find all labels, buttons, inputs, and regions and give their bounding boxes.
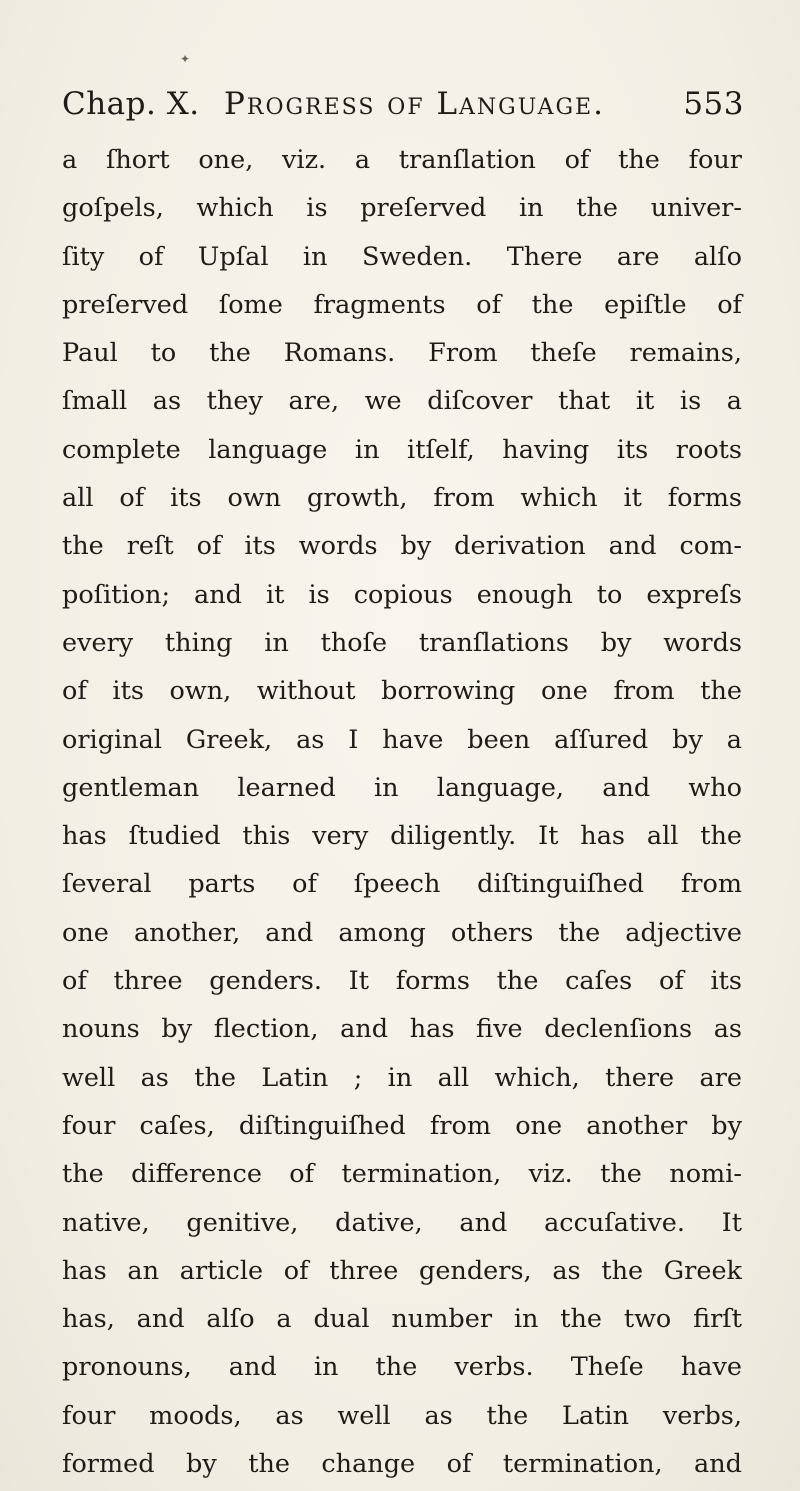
text-line: the difference of termination, viz. the nomi- (62, 1159, 742, 1190)
text-line: has an article of three genders, as the Greek (62, 1255, 742, 1286)
printers-ornament: ✦ (179, 52, 191, 66)
running-title: Progress of Language. (224, 86, 605, 122)
text-line: poſition; and it is copious enough to expreſs (62, 579, 742, 610)
page-number: 553 (683, 86, 744, 122)
text-line: four moods, as well as the Latin verbs, (62, 1400, 742, 1431)
text-line: has, and alſo a dual number in the two firſt (62, 1304, 742, 1335)
text-line: has ſtudied this very diligently. It has all the (62, 821, 742, 852)
text-line: complete language in itſelf, having its roots (62, 434, 742, 465)
text-line: of three genders. It forms the caſes of its (62, 966, 742, 997)
text-line: well as the Latin ; in all which, there are (62, 1062, 742, 1093)
text-line: nouns by flection, and has five declenſions as (62, 1014, 742, 1045)
text-line: the reſt of its words by derivation and com- (62, 531, 742, 562)
text-line: native, genitive, dative, and accuſative. It (62, 1207, 742, 1238)
running-header (62, 84, 762, 124)
text-line: four caſes, diſtinguiſhed from one another by (62, 1110, 742, 1141)
text-line: a ſhort one, viz. a tranſlation of the four (62, 145, 742, 175)
text-line: ſmall as they are, we diſcover that it is a (62, 386, 742, 417)
text-line: preſerved ſome fragments of the epiſtle of (62, 289, 742, 320)
text-line: formed by the change of termination, and (62, 1449, 742, 1480)
text-line: all of its own growth, from which it forms (62, 483, 742, 514)
text-line: original Greek, as I have been aſſured by a (62, 724, 742, 755)
chapter-label: Chap. X. (62, 86, 200, 122)
text-line: Paul to the Romans. From theſe remains, (62, 338, 742, 369)
text-line: pronouns, and in the verbs. Theſe have (62, 1352, 742, 1383)
body-text (62, 136, 742, 1488)
text-line: ſeveral parts of ſpeech diſtinguiſhed from (62, 869, 742, 900)
text-line: every thing in thoſe tranſlations by words (62, 627, 742, 658)
text-line: ſity of Upſal in Sweden. There are alſo (62, 241, 742, 272)
text-line: one another, and among others the adjective (62, 917, 742, 948)
text-line: goſpels, which is preſerved in the univer- (62, 193, 742, 224)
text-line: gentleman learned in language, and who (62, 772, 742, 803)
text-line: of its own, without borrowing one from the (62, 676, 742, 707)
